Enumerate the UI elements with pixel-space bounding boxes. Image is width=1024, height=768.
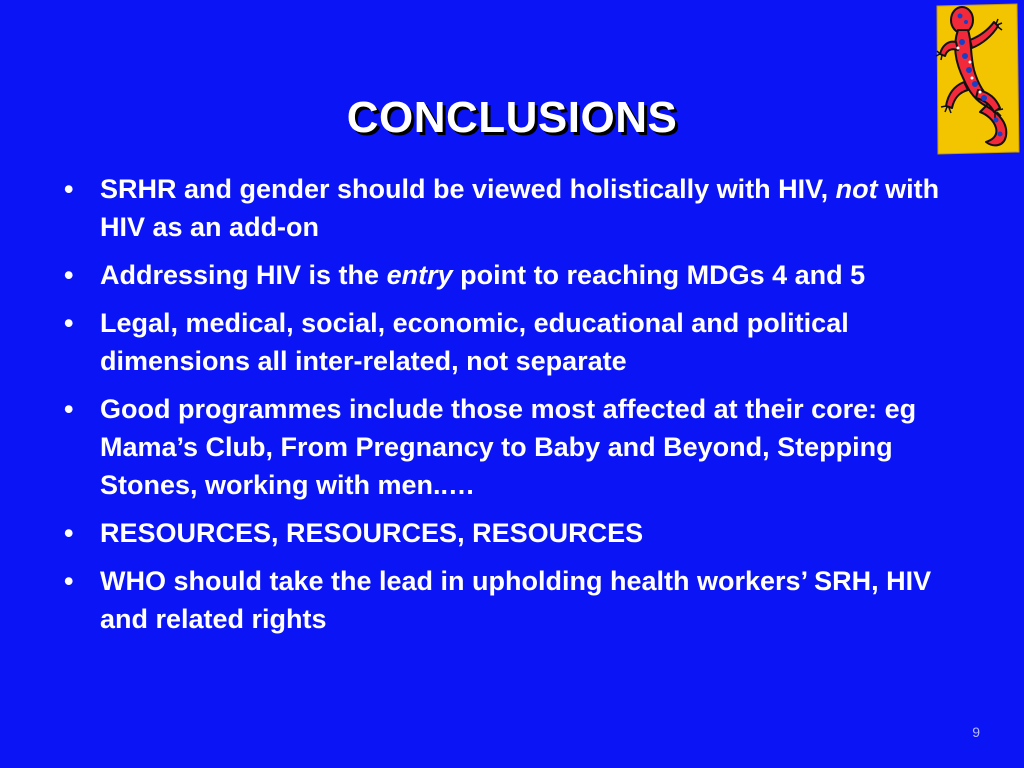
page-number: 9 xyxy=(972,724,980,740)
emphasis-text: entry xyxy=(386,260,453,290)
bullet-item xyxy=(62,514,962,552)
bullet-item xyxy=(62,170,962,246)
gecko-logo-icon xyxy=(934,2,1020,156)
bullet-dot-icon: • xyxy=(64,174,74,204)
slide-title: CONCLUSIONS xyxy=(346,93,678,143)
bullet-item xyxy=(62,390,962,504)
bullet-text: RESOURCES, RESOURCES, RESOURCES xyxy=(100,518,644,548)
bullet-dot-icon: • xyxy=(64,566,74,596)
bullet-item xyxy=(62,562,962,638)
bullet-text: Addressing HIV is the entry point to reaching MDGs 4 and 5 xyxy=(100,260,866,290)
bullet-item xyxy=(62,256,962,294)
bullet-dot-icon: • xyxy=(64,308,74,338)
bullet-dot-icon: • xyxy=(64,518,74,548)
bullet-dot-icon: • xyxy=(64,260,74,290)
bullet-text: WHO should take the lead in upholding health workers’ SRH, HIV and related rights xyxy=(100,566,932,634)
emphasis-text: not xyxy=(835,174,878,204)
bullet-list xyxy=(62,170,962,648)
bullet-dot-icon: • xyxy=(64,394,74,424)
bullet-item xyxy=(62,304,962,380)
bullet-text: Good programmes include those most affected at their core: eg Mama’s Club, From Pregnancy to Baby and Beyond, Stepping Stones, working with men..… xyxy=(100,394,917,500)
bullet-text: SRHR and gender should be viewed holistically with HIV, not with HIV as an add-on xyxy=(100,174,940,242)
bullet-text: Legal, medical, social, economic, educational and political dimensions all inter-related, not separate xyxy=(100,308,849,376)
